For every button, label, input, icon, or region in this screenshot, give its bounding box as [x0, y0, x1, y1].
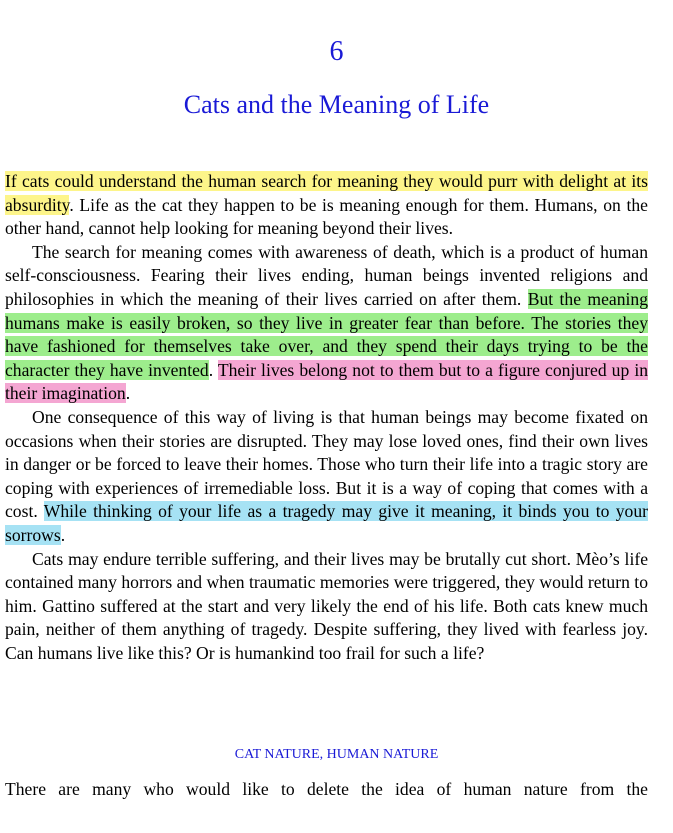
paragraph-2-text-after: .: [125, 383, 131, 404]
paragraph-1-text: . Life as the cat they happen to be is meaning enough for them. Humans, on the other hand, cannot help looking for meaning beyond their lives.: [5, 194, 648, 239]
chapter-title: Cats and the Meaning of Life: [183, 90, 490, 119]
paragraph-3-text-after: .: [60, 524, 66, 545]
paragraph-2-text-middle: .: [208, 359, 218, 380]
paragraph-2-text-before: The search for meaning comes with awareness of death, which is a product of human self-consciousness. Fearing their lives ending, human beings invented religions and philosophies in which the meaning of their lives carried on after them.: [5, 241, 648, 309]
section-first-line: There are many who would like to delete the idea of human nature from the: [5, 779, 648, 799]
highlight-blue[interactable]: While thinking of your life as a tragedy may give it meaning, it binds you to your sorrows: [5, 501, 648, 545]
highlight-green[interactable]: But the meaning humans make is easily broken, so they live in greater fear than before. The stories they have fashioned for themselves take over, and they spend their days trying to be the character they have invented: [5, 288, 648, 380]
highlight-pink[interactable]: Their lives belong not to them but to a figure conjured up in their imagination: [5, 359, 649, 404]
paragraph-4-text: Cats may endure terrible suffering, and their lives may be brutally cut short. Mèo’s life contained many horrors and when traumatic memories were triggered, they would return to him. Gattino suffered at the start and very likely the end of his life. Both cats knew much pain, neither of them anything of tragedy. Despite suffering, they lived with fearless joy. Can humans live like this? Or is humankind too frail for such a life?: [5, 548, 648, 663]
section-heading: CAT NATURE, HUMAN NATURE: [234, 747, 439, 762]
chapter-number: 6: [329, 36, 344, 67]
paragraph-3: [5, 406, 648, 548]
chapter-body: [5, 170, 648, 665]
paragraph-1: [5, 170, 648, 241]
paragraph-4: [5, 548, 648, 666]
paragraph-2: [5, 241, 648, 406]
paragraph-3-text-before: One consequence of this way of living is that human beings may become fixated on occasions when their stories are disrupted. They may lose loved ones, find their own lives in danger or be forced to leave their homes. Those who turn their life into a tragic story are coping with experiences of irremediable loss. But it is a way of coping that comes with a cost.: [5, 406, 648, 522]
highlight-yellow[interactable]: If cats could understand the human search for meaning they would purr with delight at its absurdity: [5, 171, 648, 215]
